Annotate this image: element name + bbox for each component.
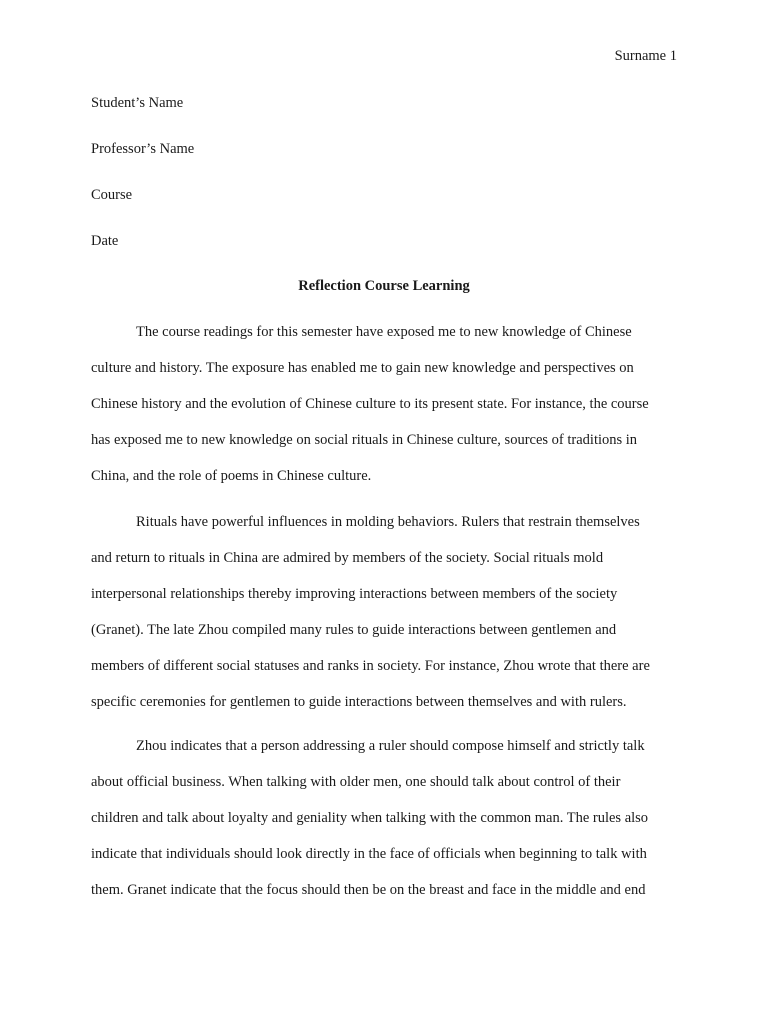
paragraph-line: culture and history. The exposure has enabled me to gain new knowledge and perspectives on bbox=[91, 360, 634, 376]
paragraph bbox=[91, 323, 677, 503]
paragraph-line: specific ceremonies for gentlemen to guide interactions between themselves and with rulers. bbox=[91, 694, 627, 710]
course-name: Course bbox=[91, 187, 133, 203]
running-header: Surname 1 bbox=[614, 48, 677, 64]
paragraph-line: Chinese history and the evolution of Chinese culture to its present state. For instance, the course bbox=[91, 396, 649, 412]
paragraph-line: The course readings for this semester have exposed me to new knowledge of Chinese bbox=[136, 324, 632, 340]
paragraph-line: indicate that individuals should look directly in the face of officials when beginning to talk with bbox=[91, 846, 647, 862]
date-line: Date bbox=[91, 233, 119, 249]
paragraph-line: interpersonal relationships thereby improving interactions between members of the society bbox=[91, 586, 618, 602]
paragraph bbox=[91, 513, 677, 729]
paragraph-line: members of different social statuses and ranks in society. For instance, Zhou wrote that there are bbox=[91, 658, 650, 674]
paragraph-line: (Granet). The late Zhou compiled many rules to guide interactions between gentlemen and bbox=[91, 622, 617, 638]
paragraph-line: and return to rituals in China are admired by members of the society. Social rituals mold bbox=[91, 550, 604, 566]
paragraph-line: children and talk about loyalty and geniality when talking with the common man. The rules also bbox=[91, 810, 649, 826]
paragraph-line: China, and the role of poems in Chinese culture. bbox=[91, 468, 372, 484]
paragraph-line: Rituals have powerful influences in molding behaviors. Rulers that restrain themselves bbox=[136, 514, 640, 530]
paragraph-line: about official business. When talking with older men, one should talk about control of their bbox=[91, 774, 621, 790]
paragraph-line: has exposed me to new knowledge on social rituals in Chinese culture, sources of traditions in bbox=[91, 432, 638, 448]
essay-title: Reflection Course Learning bbox=[298, 278, 470, 294]
paragraph-line: Zhou indicates that a person addressing a ruler should compose himself and strictly talk bbox=[136, 738, 645, 754]
professor-name: Professor’s Name bbox=[91, 141, 195, 157]
student-name: Student’s Name bbox=[91, 95, 184, 111]
paragraph-line: them. Granet indicate that the focus should then be on the breast and face in the middle and end bbox=[91, 882, 646, 898]
mla-heading bbox=[91, 94, 681, 278]
paragraph bbox=[91, 737, 677, 917]
